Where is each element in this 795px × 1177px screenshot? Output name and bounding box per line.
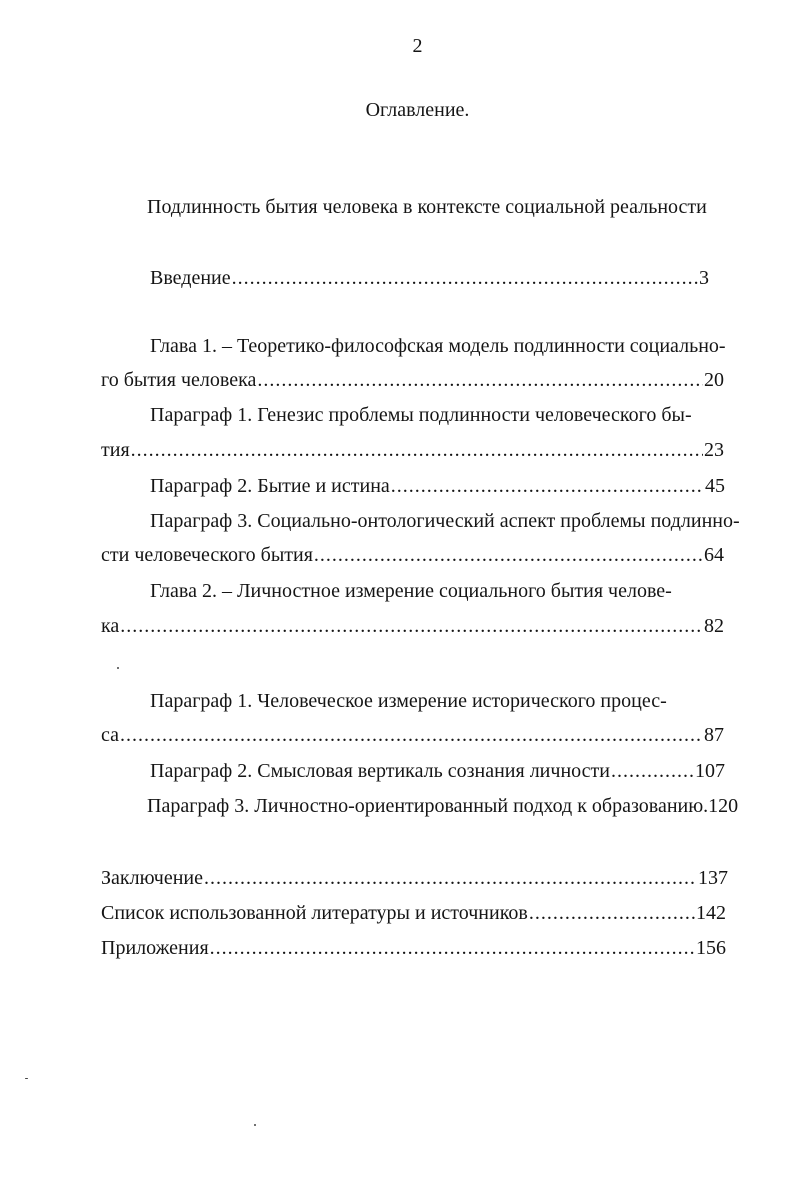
page-number: 2 xyxy=(412,35,423,57)
toc-entry-appendices xyxy=(101,936,726,960)
toc-entry-ch2-section-1 xyxy=(101,723,724,747)
toc-page-number: 20 xyxy=(704,369,724,391)
toc-entry-chapter-1-line-1: Глава 1. – Теоретико-философская модель подлинности социально- xyxy=(150,335,726,357)
toc-entry-ch1-section-2 xyxy=(150,474,725,498)
toc-page-number: 107 xyxy=(695,760,725,782)
toc-label: Приложения xyxy=(101,937,209,959)
leader-dots xyxy=(611,759,694,783)
toc-entry-ch2-section-3 xyxy=(147,794,738,818)
toc-page-number: 64 xyxy=(704,544,724,566)
leader-dots xyxy=(529,901,695,925)
toc-page-number: 45 xyxy=(705,475,725,497)
toc-label: Введение xyxy=(150,267,231,289)
toc-label: Список использованной литературы и источников xyxy=(101,902,528,924)
leader-dots xyxy=(391,474,704,498)
toc-label: ка xyxy=(101,615,120,637)
toc-page-number: 3 xyxy=(699,267,709,289)
toc-entry-ch2-section-2 xyxy=(150,759,725,783)
toc-page-number: 142 xyxy=(696,902,726,924)
leader-dots xyxy=(210,936,695,960)
toc-label: го бытия человека xyxy=(101,369,257,391)
toc-heading: Оглавление. xyxy=(365,99,470,121)
toc-label: са xyxy=(101,724,119,746)
toc-entry-chapter-1 xyxy=(101,368,724,392)
scan-speck xyxy=(117,667,119,669)
toc-page-number: 23 xyxy=(704,439,724,461)
toc-entry-chapter-2-line-1: Глава 2. – Личностное измерение социального бытия челове- xyxy=(150,580,672,602)
toc-entry-ch2-section-1-line-1: Параграф 1. Человеческое измерение исторического процес- xyxy=(150,690,667,712)
leader-dots xyxy=(257,368,703,392)
leader-dots xyxy=(120,723,703,747)
toc-page-number: 82 xyxy=(704,615,724,637)
toc-label: сти человеческого бытия xyxy=(101,544,313,566)
toc-label: Параграф 2. Бытие и истина xyxy=(150,475,390,497)
scan-speck xyxy=(254,1124,256,1126)
scan-speck xyxy=(25,1078,28,1079)
leader-dots xyxy=(314,543,703,567)
toc-entry-ch1-section-3-line-1: Параграф 3. Социально-онтологический аспект проблемы подлинно- xyxy=(150,510,740,532)
toc-page-number: 120 xyxy=(708,795,739,817)
toc-label: Заключение xyxy=(101,867,203,889)
leader-dots xyxy=(232,266,698,290)
leader-dots xyxy=(204,866,697,890)
toc-label: Параграф 2. Смысловая вертикаль сознания личности xyxy=(150,760,610,782)
toc-page-number: 87 xyxy=(704,724,724,746)
toc-label: Параграф 3. Личностно-ориентированный подход к образованию. xyxy=(147,795,709,817)
leader-dots xyxy=(120,614,703,638)
toc-entry-intro xyxy=(150,266,709,290)
toc-entry-ch1-section-1-line-1: Параграф 1. Генезис проблемы подлинности человеческого бы- xyxy=(150,404,692,426)
toc-entry-ch1-section-1 xyxy=(101,438,724,462)
document-subtitle: Подлинность бытия человека в контексте социальной реальности xyxy=(147,196,707,218)
toc-entry-chapter-2 xyxy=(101,614,724,638)
toc-entry-ch1-section-3 xyxy=(101,543,724,567)
toc-label: тия xyxy=(101,439,130,461)
toc-entry-conclusion xyxy=(101,866,728,890)
toc-entry-references xyxy=(101,901,726,925)
toc-page-number: 137 xyxy=(698,867,728,889)
toc-page-number: 156 xyxy=(696,937,726,959)
leader-dots xyxy=(131,438,703,462)
